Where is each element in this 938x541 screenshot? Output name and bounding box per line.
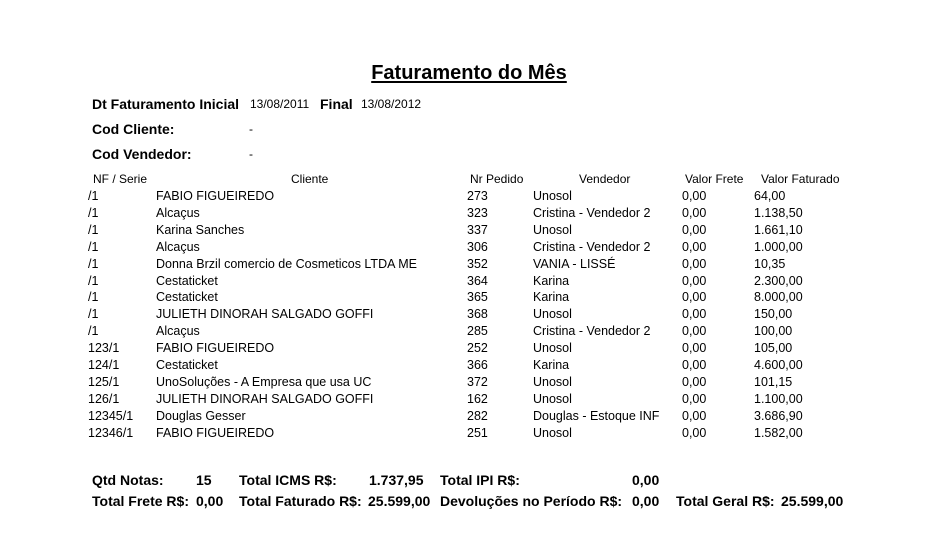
table-row	[0, 274, 938, 291]
total-frete-value: 0,00	[196, 493, 224, 509]
table-row	[0, 358, 938, 375]
report-title-text: Faturamento do Mês	[371, 62, 567, 84]
cell-faturado: 1.100,00	[754, 392, 803, 406]
total-icms-label: Total ICMS R$:	[239, 472, 337, 488]
table-row	[0, 257, 938, 274]
cod-cliente-value: -	[249, 122, 253, 136]
cell-vendedor: VANIA - LISSÉ	[533, 257, 616, 271]
table-row	[0, 206, 938, 223]
table-row	[0, 392, 938, 409]
header-vendedor: Vendedor	[579, 172, 631, 186]
devolucoes-value: 0,00	[632, 493, 660, 509]
cell-frete: 0,00	[682, 274, 707, 288]
cell-vendedor: Douglas - Estoque INF	[533, 409, 660, 423]
cell-pedido: 162	[467, 392, 488, 406]
cell-faturado: 10,35	[754, 257, 786, 271]
table-row	[0, 426, 938, 443]
cell-frete: 0,00	[682, 189, 707, 203]
cell-pedido: 364	[467, 274, 488, 288]
cell-vendedor: Unosol	[533, 392, 572, 406]
cell-faturado: 3.686,90	[754, 409, 803, 423]
table-row	[0, 290, 938, 307]
cell-cliente: Alcaçus	[156, 240, 200, 254]
cell-nf: 126/1	[88, 392, 120, 406]
cell-nf: 124/1	[88, 358, 120, 372]
table-row	[0, 240, 938, 257]
cell-vendedor: Unosol	[533, 307, 572, 321]
cell-frete: 0,00	[682, 307, 707, 321]
cell-nf: 12346/1	[88, 426, 134, 440]
cell-vendedor: Unosol	[533, 189, 572, 203]
table-row	[0, 189, 938, 206]
cell-pedido: 273	[467, 189, 488, 203]
cell-vendedor: Karina	[533, 274, 570, 288]
cell-faturado: 1.138,50	[754, 206, 803, 220]
dt-final-value: 13/08/2012	[361, 97, 422, 111]
cell-frete: 0,00	[682, 392, 707, 406]
cell-frete: 0,00	[682, 426, 707, 440]
dt-inicial-label: Dt Faturamento Inicial	[92, 96, 240, 112]
cell-cliente: FABIO FIGUEIREDO	[156, 426, 275, 440]
table-row	[0, 375, 938, 392]
cell-pedido: 352	[467, 257, 488, 271]
cell-faturado: 64,00	[754, 189, 786, 203]
cell-cliente: Karina Sanches	[156, 223, 245, 237]
cell-pedido: 251	[467, 426, 488, 440]
cell-pedido: 365	[467, 290, 488, 304]
cell-frete: 0,00	[682, 206, 707, 220]
total-ipi-label: Total IPI R$:	[440, 472, 520, 488]
cell-frete: 0,00	[682, 290, 707, 304]
cell-vendedor: Unosol	[533, 341, 572, 355]
header-valor-faturado: Valor Faturado	[761, 172, 840, 186]
cell-nf: /1	[88, 274, 99, 288]
cell-pedido: 366	[467, 358, 488, 372]
cell-cliente: Alcaçus	[156, 324, 200, 338]
cell-frete: 0,00	[682, 223, 707, 237]
cell-nf: /1	[88, 257, 99, 271]
cell-faturado: 101,15	[754, 375, 793, 389]
cell-nf: 123/1	[88, 341, 120, 355]
cell-cliente: Douglas Gesser	[156, 409, 246, 423]
cell-pedido: 252	[467, 341, 488, 355]
header-cliente: Cliente	[291, 172, 329, 186]
cell-pedido: 372	[467, 375, 488, 389]
cell-faturado: 2.300,00	[754, 274, 803, 288]
table-row	[0, 324, 938, 341]
header-nr-pedido: Nr Pedido	[470, 172, 524, 186]
dt-final-label: Final	[320, 96, 353, 112]
cell-pedido: 306	[467, 240, 488, 254]
table-row	[0, 307, 938, 324]
cell-faturado: 100,00	[754, 324, 793, 338]
cell-vendedor: Unosol	[533, 426, 572, 440]
cell-cliente: Cestaticket	[156, 358, 218, 372]
qtd-notas-label: Qtd Notas:	[92, 472, 164, 488]
cell-nf: /1	[88, 290, 99, 304]
header-valor-frete: Valor Frete	[685, 172, 744, 186]
table-row	[0, 341, 938, 358]
cell-frete: 0,00	[682, 240, 707, 254]
cell-nf: /1	[88, 206, 99, 220]
total-ipi-value: 0,00	[632, 472, 660, 488]
cell-nf: /1	[88, 240, 99, 254]
cod-vendedor-label: Cod Vendedor:	[92, 146, 192, 162]
cell-vendedor: Unosol	[533, 223, 572, 237]
cell-nf: /1	[88, 189, 99, 203]
cell-cliente: Cestaticket	[156, 290, 218, 304]
cell-cliente: Donna Brzil comercio de Cosmeticos LTDA ME	[156, 257, 417, 271]
table-row	[0, 409, 938, 426]
cell-pedido: 285	[467, 324, 488, 338]
total-faturado-value: 25.599,00	[368, 493, 431, 509]
cell-pedido: 368	[467, 307, 488, 321]
cell-cliente: UnoSoluções - A Empresa que usa UC	[156, 375, 372, 389]
total-frete-label: Total Frete R$:	[92, 493, 189, 509]
cell-frete: 0,00	[682, 409, 707, 423]
cell-frete: 0,00	[682, 358, 707, 372]
cell-cliente: JULIETH DINORAH SALGADO GOFFI	[156, 307, 374, 321]
cell-nf: /1	[88, 324, 99, 338]
cell-faturado: 1.661,10	[754, 223, 803, 237]
qtd-notas-value: 15	[196, 472, 212, 488]
devolucoes-label: Devoluções no Período R$:	[440, 493, 623, 509]
cod-cliente-label: Cod Cliente:	[92, 121, 175, 137]
total-faturado-label: Total Faturado R$:	[239, 493, 362, 509]
cell-nf: /1	[88, 223, 99, 237]
table-row	[0, 223, 938, 240]
cell-faturado: 4.600,00	[754, 358, 803, 372]
cell-frete: 0,00	[682, 375, 707, 389]
cell-nf: 12345/1	[88, 409, 134, 423]
cell-cliente: Alcaçus	[156, 206, 200, 220]
cell-vendedor: Cristina - Vendedor 2	[533, 206, 651, 220]
cell-cliente: JULIETH DINORAH SALGADO GOFFI	[156, 392, 374, 406]
cell-nf: 125/1	[88, 375, 120, 389]
header-nf-serie: NF / Serie	[93, 172, 148, 186]
cell-cliente: FABIO FIGUEIREDO	[156, 341, 275, 355]
cell-pedido: 323	[467, 206, 488, 220]
cell-cliente: Cestaticket	[156, 274, 218, 288]
cell-cliente: FABIO FIGUEIREDO	[156, 189, 275, 203]
cell-vendedor: Cristina - Vendedor 2	[533, 240, 651, 254]
cell-vendedor: Unosol	[533, 375, 572, 389]
cell-vendedor: Karina	[533, 358, 570, 372]
cell-faturado: 1.582,00	[754, 426, 803, 440]
cell-faturado: 150,00	[754, 307, 793, 321]
cell-nf: /1	[88, 307, 99, 321]
cell-pedido: 282	[467, 409, 488, 423]
cell-faturado: 8.000,00	[754, 290, 803, 304]
cell-vendedor: Cristina - Vendedor 2	[533, 324, 651, 338]
cod-vendedor-value: -	[249, 147, 253, 161]
dt-inicial-value: 13/08/2011	[250, 97, 310, 111]
total-icms-value: 1.737,95	[369, 472, 424, 488]
cell-faturado: 1.000,00	[754, 240, 803, 254]
report-title	[0, 62, 938, 85]
cell-frete: 0,00	[682, 341, 707, 355]
cell-frete: 0,00	[682, 257, 707, 271]
cell-frete: 0,00	[682, 324, 707, 338]
total-geral-value: 25.599,00	[781, 493, 844, 509]
cell-vendedor: Karina	[533, 290, 570, 304]
cell-faturado: 105,00	[754, 341, 793, 355]
cell-pedido: 337	[467, 223, 488, 237]
total-geral-label: Total Geral R$:	[676, 493, 775, 509]
